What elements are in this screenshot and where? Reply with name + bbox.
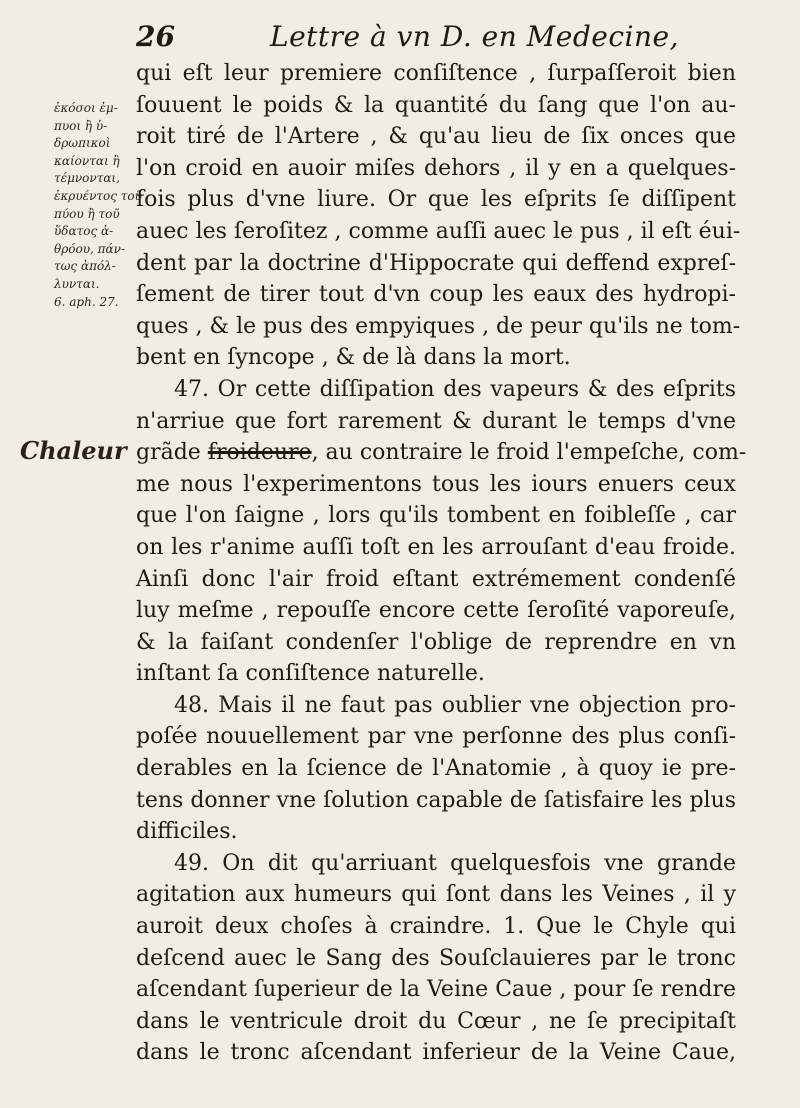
text-line: dans le tronc aſcendant inferieur de la Veine Caue, — [136, 1040, 736, 1066]
page-number: 26 — [136, 20, 175, 53]
margin-greek-line: πυοι ἢ ὑ- — [54, 118, 108, 133]
text-line: 49. On dit qu'arriuant quelquesfois vne grande — [174, 850, 736, 876]
text-line: Ainſi donc l'air froid eſtant extrémement condenſé — [136, 566, 736, 592]
margin-greek-line: ὕδατος ἀ- — [54, 224, 114, 239]
text-line: que l'on ſaigne , lors qu'ils tombent en foibleſſe , car — [136, 503, 736, 529]
text-line: dent par la doctrine d'Hippocrate qui deffend expreſ- — [136, 250, 736, 276]
struck-word: froideure — [207, 440, 312, 466]
margin-greek-line: πύου ἢ τοῦ — [54, 206, 120, 221]
margin-greek-citation — [54, 100, 142, 311]
text-line: agitation aux humeurs qui ſont dans les Veines , il y — [136, 882, 736, 908]
text-line: n'arriue que fort rarement & durant le temps d'vne — [136, 408, 736, 434]
text-line: bent en ſyncope , & de là dans la mort. — [136, 345, 571, 371]
text-line: poſée nouuellement par vne perſonne des plus conſi- — [136, 724, 736, 750]
margin-greek-line: τως ἀπόλ- — [54, 259, 116, 274]
margin-greek-line: θρόου, πάν- — [54, 241, 125, 256]
margin-note-handwritten: Chaleur — [20, 436, 127, 465]
text-line: inſtant ſa conſiſtence naturelle. — [136, 661, 485, 687]
margin-greek-line: λυνται. — [54, 276, 100, 291]
text-line: l'on croid en auoir miſes dehors , il y en a quelques- — [136, 155, 736, 181]
running-head — [130, 18, 730, 58]
text-fragment: grãde — [136, 440, 208, 466]
text-line: deſcend auec le Sang des Souſclauieres par le tronc — [136, 945, 736, 971]
margin-greek-line: καίονται ἢ — [54, 153, 120, 168]
text-line: auec les ſeroſitez , comme auſſi auec le pus , il eſt éui- — [136, 218, 741, 244]
text-line: auroit deux choſes à craindre. 1. Que le Chyle qui — [136, 914, 736, 940]
text-line: & la faiſant condenſer l'oblige de reprendre en vn — [136, 629, 736, 655]
body-text — [136, 58, 747, 1069]
text-line: 48. Mais il ne faut pas oublier vne objection pro- — [174, 692, 736, 718]
margin-greek-line: τέμνονται, — [54, 171, 120, 186]
text-line: ques , & le pus des empyiques , de peur qu'ils ne tom- — [136, 313, 741, 339]
text-line: qui eſt leur premiere conſiſtence , ſurpaſſeroit bien — [136, 61, 736, 86]
text-line: luy meſme , repouſſe encore cette ſeroſité vaporeuſe, — [136, 598, 736, 624]
margin-greek-line: ἐκρυέντος τοῦ — [54, 188, 142, 203]
running-title: Lettre à vn D. en Medecine, — [270, 20, 679, 53]
text-line: me nous l'experimentons tous les iours enuers ceux — [136, 471, 736, 497]
text-line: 47. Or cette diſſipation des vapeurs & des eſprits — [174, 376, 736, 402]
text-line: ſement de tirer tout d'vn coup les eaux des hydropi- — [136, 282, 736, 308]
text-line: difficiles. — [136, 819, 238, 845]
text-line: roit tiré de l'Artere , & qu'au lieu de ſix onces que — [136, 124, 736, 150]
text-line: on les r'anime auſſi toſt en les arrouſant d'eau froide. — [136, 534, 736, 560]
margin-greek-line: 6. aph. 27. — [54, 294, 119, 309]
text-line: aſcendant ſuperieur de la Veine Caue , pour ſe rendre — [136, 977, 736, 1003]
text-fragment: , au contraire le froid l'empeſche, com- — [311, 440, 747, 466]
text-line: ſouuent le poids & la quantité du ſang que l'on au- — [136, 92, 736, 118]
margin-greek-line: δρωπικοὶ — [54, 136, 111, 151]
text-line — [136, 437, 747, 469]
text-line: dans le ventricule droit du Cœur , ne ſe precipitaſt — [136, 1008, 736, 1034]
margin-greek-line: ἐκόσοι ἐμ- — [54, 101, 118, 115]
text-line: fois plus d'vne liure. Or que les eſprits ſe diſſipent — [136, 187, 736, 213]
text-line: tens donner vne ſolution capable de ſatisfaire les plus — [136, 787, 737, 813]
text-line: derables en la ſcience de l'Anatomie , à quoy ie pre- — [136, 756, 736, 782]
